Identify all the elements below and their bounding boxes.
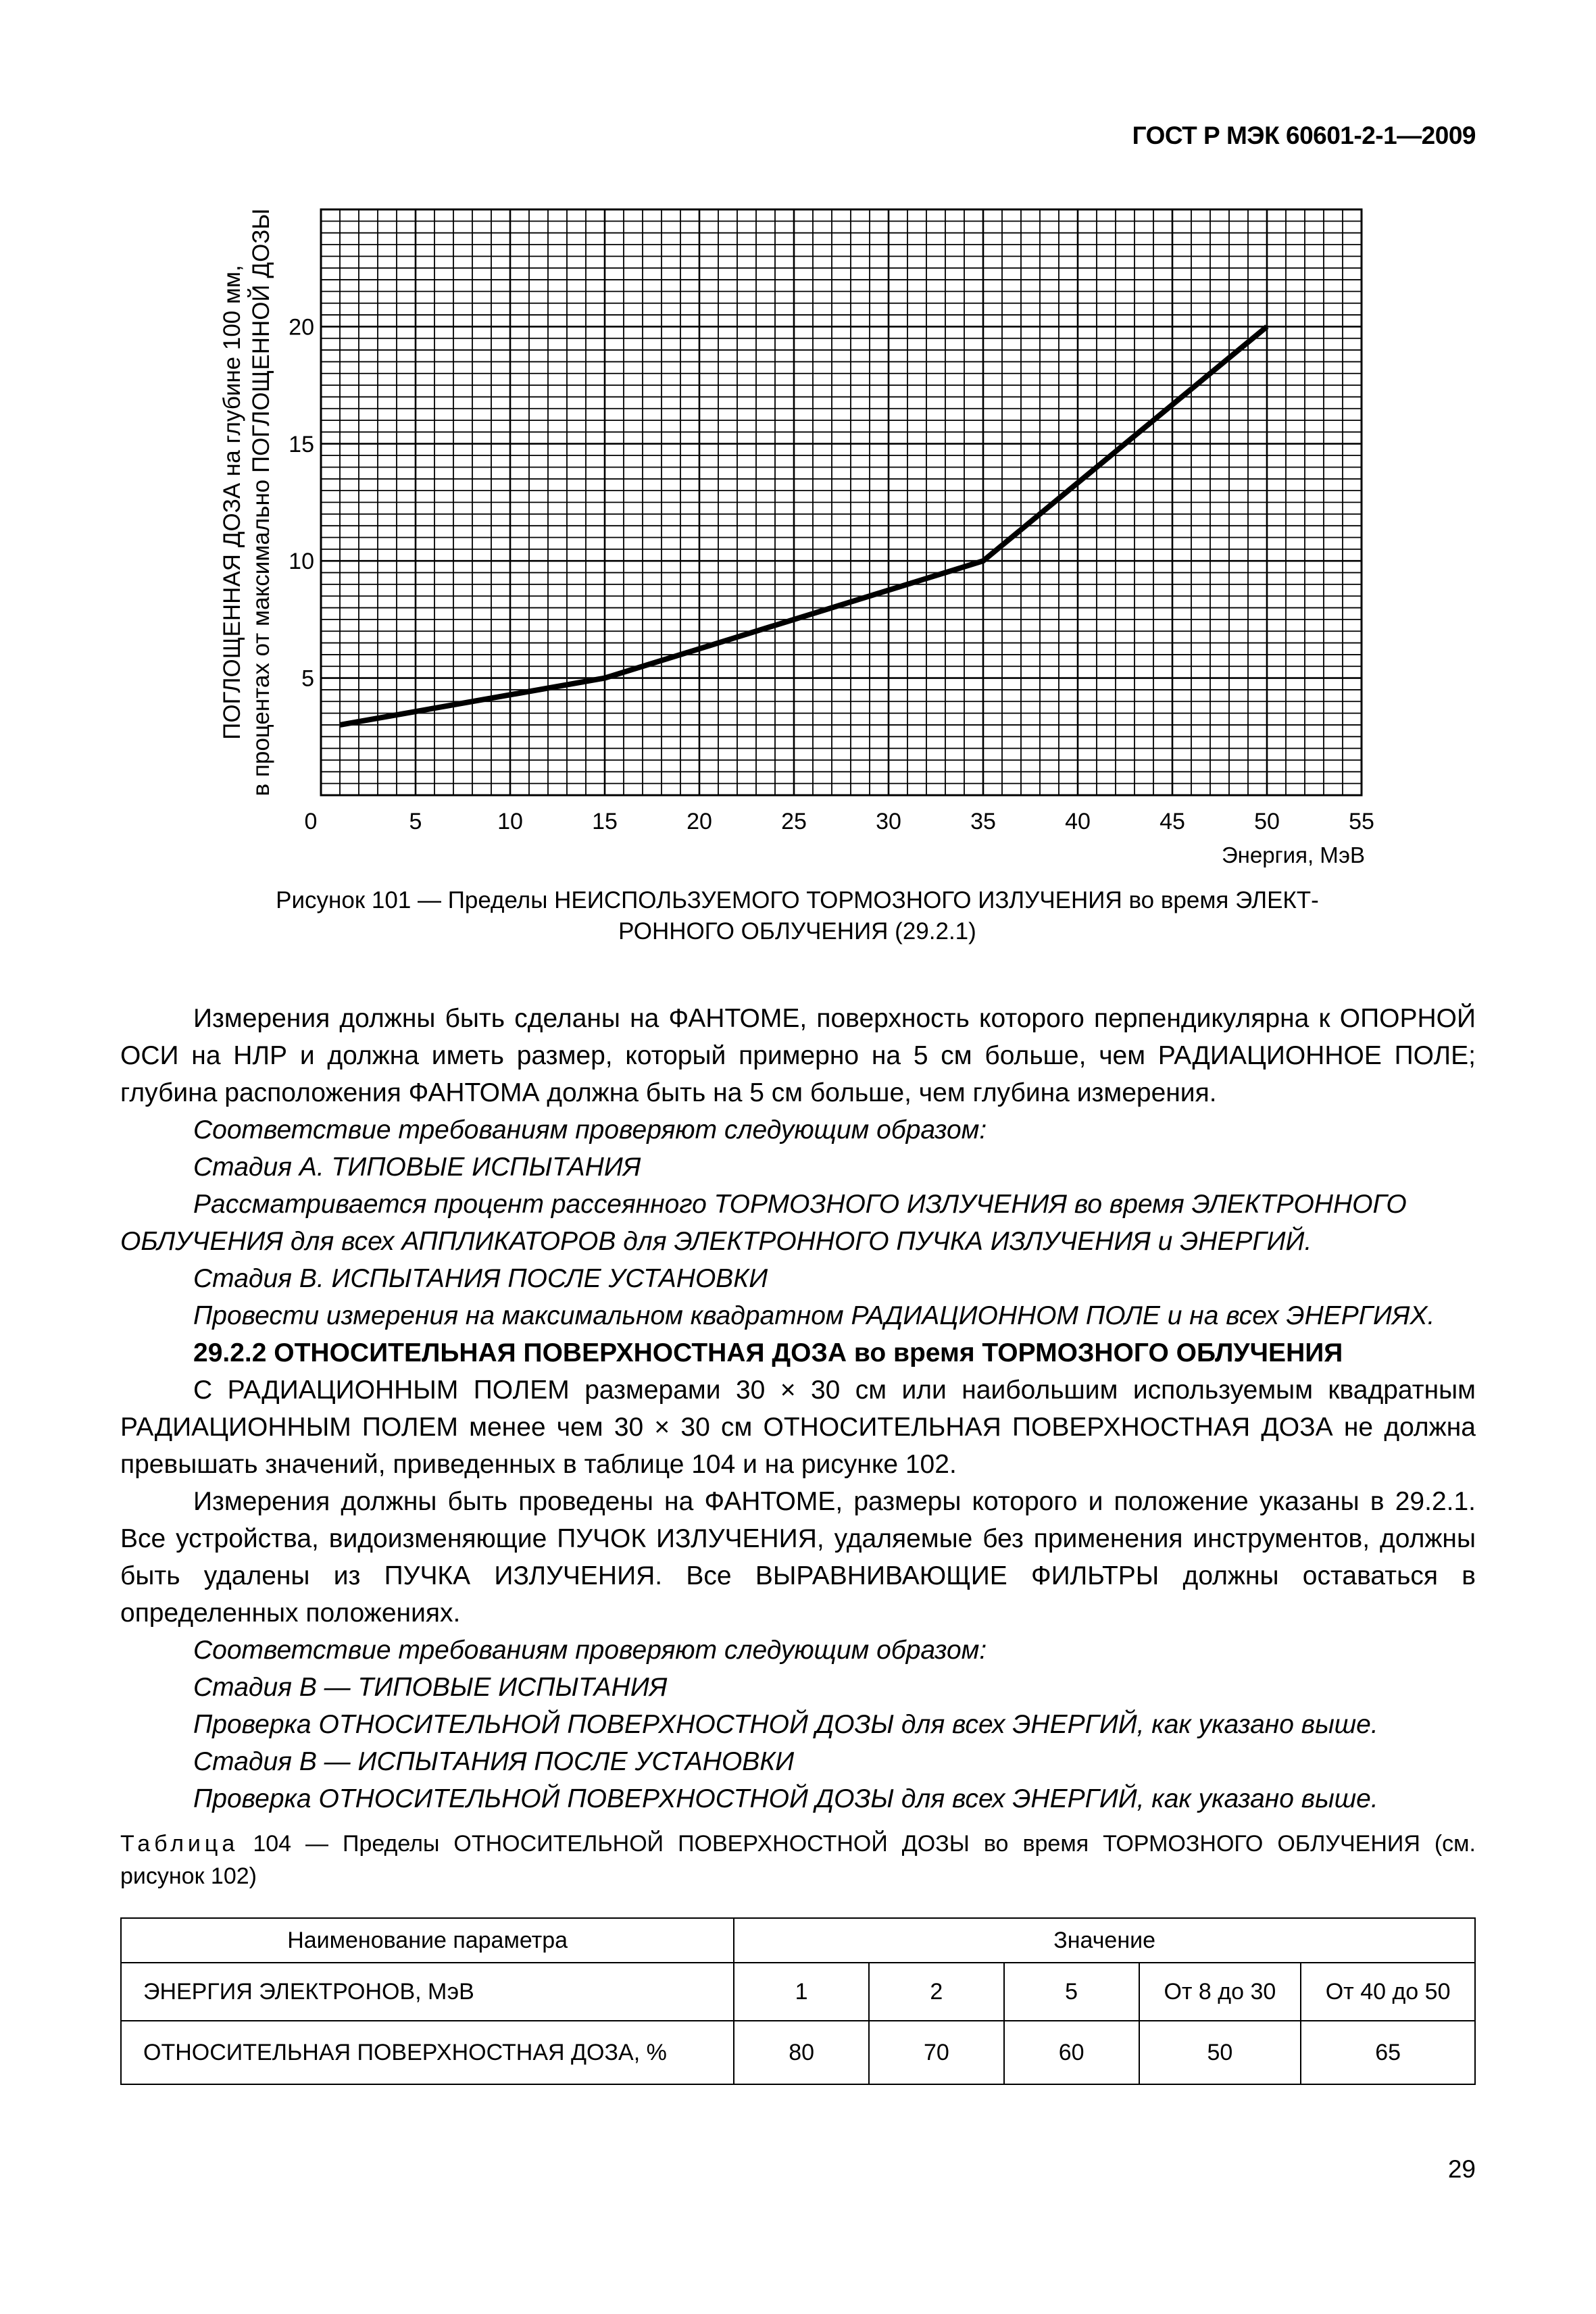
paragraph-compliance: Соответствие требованиям проверяют следующим образом: bbox=[193, 1115, 987, 1145]
paragraph: Измерения должны быть проведены на ФАНТОМЕ, размеры которого и положение указаны в 29.2.1. Все устройства, видоизменяющие ПУЧОК ИЗЛУЧЕНИЯ, удаляемые без применения инструментов, должны быть удалены из ПУЧКА ИЗЛУЧЕНИЯ. Все ВЫРАВНИВАЮЩИЕ ФИЛЬТРЫ должны оставаться в определенных положениях. bbox=[120, 1487, 1476, 1628]
y-axis-label-line2: в процентах от максимально ПОГЛОЩЕННОЙ ДОЗЫ bbox=[248, 208, 274, 797]
table-cell: 50 bbox=[1139, 2021, 1301, 2084]
x-tick-label: 50 bbox=[1254, 809, 1280, 834]
table-row bbox=[121, 1963, 1475, 2021]
x-tick-label: 30 bbox=[876, 809, 901, 834]
paragraph-compliance: Соответствие требованиям проверяют следующим образом: bbox=[193, 1636, 987, 1665]
y-axis-label-line1: ПОГЛОЩЕННАЯ ДОЗА на глубине 100 мм, bbox=[219, 265, 245, 740]
paragraph: Измерения должны быть сделаны на ФАНТОМЕ, поверхность которого перпендикулярна к ОПОРНОЙ ОСИ на НЛР и должна иметь размер, который примерно на 5 см больше, чем РАДИАЦИОННОЕ ПОЛЕ; глубина расположения ФАНТОМА должна быть на 5 см больше, чем глубина измерения. bbox=[120, 1004, 1476, 1107]
y-tick-label: 15 bbox=[289, 431, 314, 457]
table-cell: 65 bbox=[1301, 2021, 1475, 2084]
table-cell: ЭНЕРГИЯ ЭЛЕКТРОНОВ, МэВ bbox=[121, 1963, 734, 2021]
table-header-cell: Значение bbox=[734, 1918, 1475, 1963]
x-tick-label: 15 bbox=[592, 809, 618, 834]
table-row bbox=[121, 2021, 1475, 2084]
x-axis-label: Энергия, МэВ bbox=[1221, 842, 1365, 867]
paragraph-stage-b: Стадия В — ТИПОВЫЕ ИСПЫТАНИЯ bbox=[193, 1673, 668, 1702]
body-text bbox=[120, 1000, 1476, 1817]
section-heading: 29.2.2 ОТНОСИТЕЛЬНАЯ ПОВЕРХНОСТНАЯ ДОЗА во время ТОРМОЗНОГО ОБЛУЧЕНИЯ bbox=[193, 1338, 1343, 1367]
table-cell: От 40 до 50 bbox=[1301, 1963, 1475, 2021]
x-tick-label: 45 bbox=[1159, 809, 1185, 834]
table-cell: 5 bbox=[1004, 1963, 1139, 2021]
chart-grid bbox=[321, 209, 1362, 795]
figure-caption-line2: РОННОГО ОБЛУЧЕНИЯ (29.2.1) bbox=[618, 918, 976, 945]
paragraph: Провести измерения на максимальном квадратном РАДИАЦИОННОМ ПОЛЕ и на всех ЭНЕРГИЯХ. bbox=[193, 1301, 1435, 1330]
figure-caption bbox=[176, 885, 1419, 947]
table-caption-text: 104 — Пределы ОТНОСИТЕЛЬНОЙ ПОВЕРХНОСТНОЙ ДОЗЫ во время ТОРМОЗНОГО ОБЛУЧЕНИЯ (см. рисунок 102) bbox=[120, 1831, 1476, 1889]
y-tick-label: 20 bbox=[289, 314, 314, 341]
y-tick-label: 10 bbox=[289, 549, 314, 575]
paragraph-stage-b: Стадия В. ИСПЫТАНИЯ ПОСЛЕ УСТАНОВКИ bbox=[193, 1264, 768, 1293]
x-tick-label: 25 bbox=[781, 809, 807, 834]
paragraph: Рассматривается процент рассеянного ТОРМОЗНОГО ИЗЛУЧЕНИЯ во время ЭЛЕКТРОННОГО ОБЛУЧЕНИЯ для всех АППЛИКАТОРОВ для ЭЛЕКТРОННОГО ПУЧКА ИЗЛУЧЕНИЯ и ЭНЕРГИЙ. bbox=[120, 1190, 1407, 1256]
paragraph: Проверка ОТНОСИТЕЛЬНОЙ ПОВЕРХНОСТНОЙ ДОЗЫ для всех ЭНЕРГИЙ, как указано выше. bbox=[193, 1784, 1378, 1813]
limits-table bbox=[120, 1917, 1476, 2085]
table-cell: 60 bbox=[1004, 2021, 1139, 2084]
table-header-row bbox=[121, 1918, 1475, 1963]
table-cell: От 8 до 30 bbox=[1139, 1963, 1301, 2021]
paragraph-stage-a: Стадия А. ТИПОВЫЕ ИСПЫТАНИЯ bbox=[193, 1153, 641, 1182]
x-tick-label: 55 bbox=[1349, 809, 1374, 834]
x-tick-label: 5 bbox=[409, 809, 422, 834]
table-caption bbox=[120, 1828, 1476, 1892]
figure-caption-line1: Рисунок 101 — Пределы НЕИСПОЛЬЗУЕМОГО ТОРМОЗНОГО ИЗЛУЧЕНИЯ во время ЭЛЕКТ- bbox=[276, 887, 1319, 913]
page-number: 29 bbox=[1447, 2155, 1476, 2183]
x-tick-label: 0 bbox=[304, 809, 318, 834]
paragraph-stage-b: Стадия В — ИСПЫТАНИЯ ПОСЛЕ УСТАНОВКИ bbox=[193, 1747, 795, 1776]
x-tick-label: 10 bbox=[497, 809, 523, 834]
y-tick-label: 5 bbox=[301, 665, 314, 692]
table-header-cell: Наименование параметра bbox=[121, 1918, 734, 1963]
table-cell: ОТНОСИТЕЛЬНАЯ ПОВЕРХНОСТНАЯ ДОЗА, % bbox=[121, 2021, 734, 2084]
standard-header: ГОСТ Р МЭК 60601-2-1—2009 bbox=[1132, 122, 1476, 149]
table-caption-label: Таблица bbox=[120, 1831, 239, 1857]
paragraph: Проверка ОТНОСИТЕЛЬНОЙ ПОВЕРХНОСТНОЙ ДОЗЫ для всех ЭНЕРГИЙ, как указано выше. bbox=[193, 1710, 1378, 1739]
table-cell: 1 bbox=[734, 1963, 869, 2021]
paragraph: С РАДИАЦИОННЫМ ПОЛЕМ размерами 30 × 30 см или наибольшим используемым квадратным РАДИАЦИОННЫМ ПОЛЕМ менее чем 30 × 30 см ОТНОСИТЕЛЬНАЯ ПОВЕРХНОСТНАЯ ДОЗА не должна превышать значений, приведенных в таблице 104 и на рисунке 102. bbox=[120, 1376, 1476, 1479]
table-cell: 2 bbox=[869, 1963, 1004, 2021]
x-tick-label: 35 bbox=[970, 809, 996, 834]
x-tick-label: 20 bbox=[687, 809, 712, 834]
dose-energy-chart bbox=[203, 189, 1419, 878]
x-tick-label: 40 bbox=[1065, 809, 1091, 834]
table-cell: 80 bbox=[734, 2021, 869, 2084]
table-cell: 70 bbox=[869, 2021, 1004, 2084]
